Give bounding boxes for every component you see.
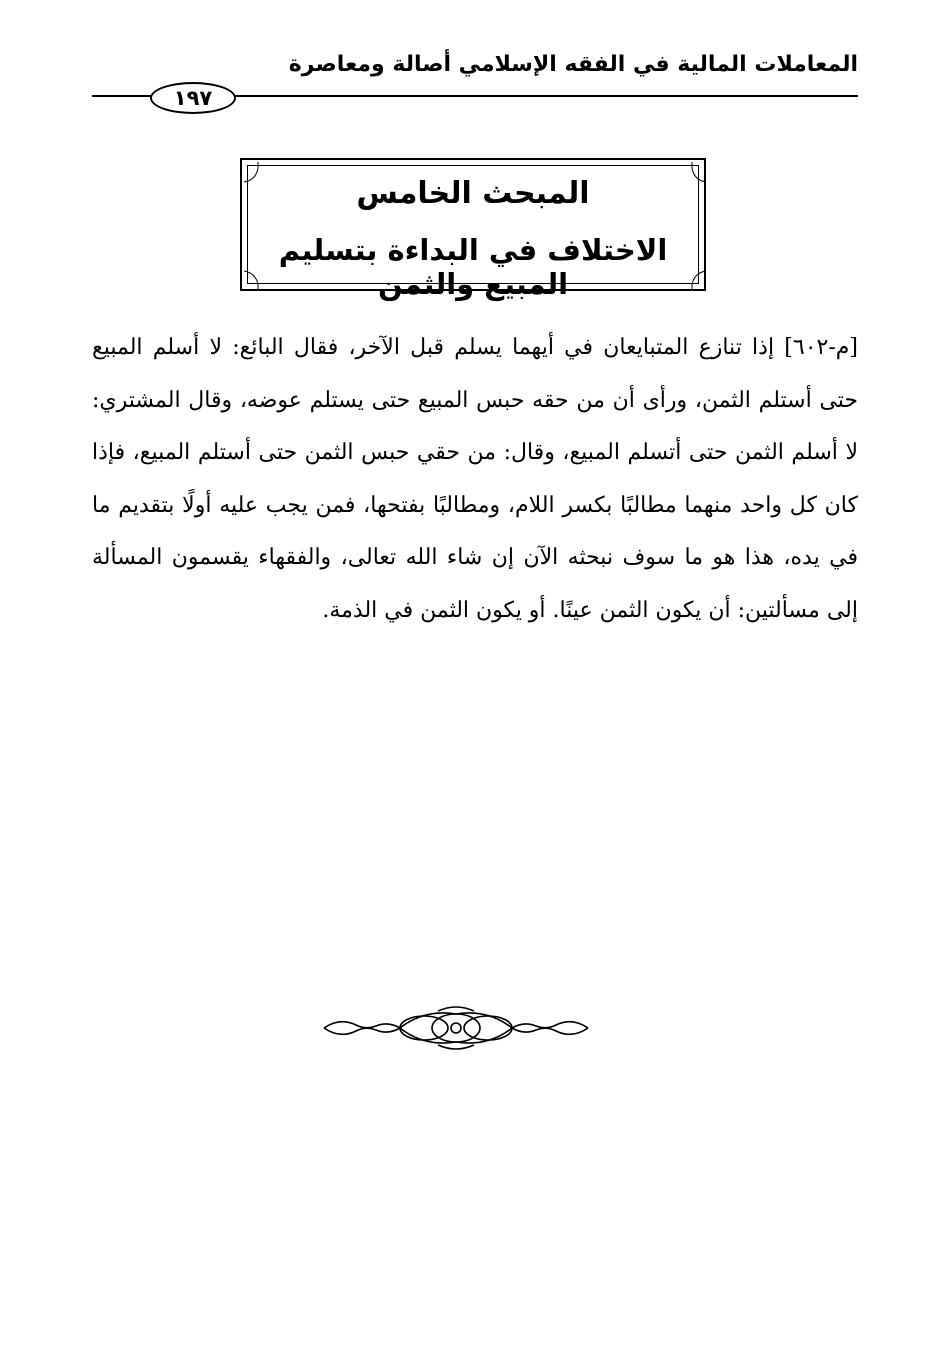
running-header-title: المعاملات المالية في الفقه الإسلامي أصالة ومعاصرة bbox=[288, 52, 858, 77]
decorative-flourish-icon bbox=[320, 1005, 592, 1051]
page-number-text: ١٩٧ bbox=[173, 86, 213, 110]
section-title-heading: الاختلاف في البداءة بتسليم المبيع والثمن bbox=[278, 233, 668, 301]
section-number-heading: المبحث الخامس bbox=[356, 176, 590, 211]
page-number bbox=[150, 82, 236, 114]
body-paragraph: [م-٦٠٢] إذا تنازع المتبايعان في أيهما يسلم قبل الآخر، فقال البائع: لا أسلم المبيع حتى أستلم الثمن، ورأى أن من حقه حبس المبيع حتى يستلم عوضه، وقال المشتري: لا أسلم الثمن حتى أتسلم المبيع، وقال: من حقي حبس الثمن حتى أستلم المبيع، فإذا كان كل واحد منهما مطالبًا بكسر اللام، ومطالبًا بفتحها، فمن يجب عليه أولًا بتقديم ما في يده، هذا هو ما سوف نبحثه الآن إن شاء الله تعالى، والفقهاء يقسمون المسألة إلى مسألتين: أن يكون الثمن عينًا. أو يكون الثمن في الذمة. bbox=[92, 335, 858, 623]
